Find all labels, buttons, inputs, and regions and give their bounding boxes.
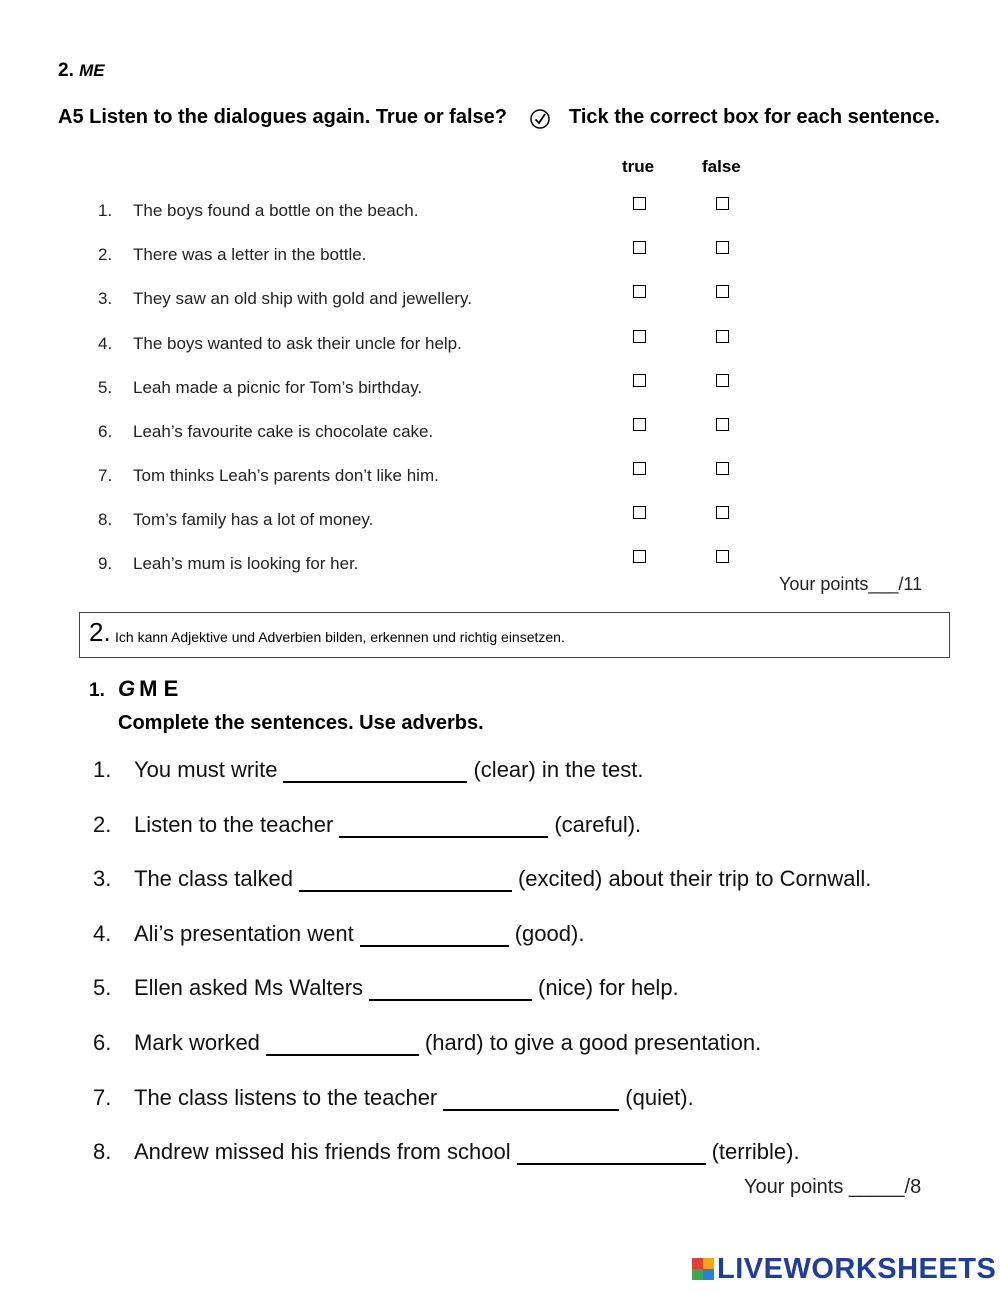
sentence-start: The class talked [134,866,293,891]
item-number: 9. [98,554,113,573]
learning-goal-box [79,612,950,658]
exercise-code [118,676,178,702]
tf-row [0,510,1000,540]
true-checkbox[interactable] [633,418,646,431]
item-number: 2. [98,245,113,264]
sentence-start: Andrew missed his friends from school [134,1139,511,1164]
statement: Leah’s favourite cake is chocolate cake. [133,422,434,441]
exercise-number: 1. [89,680,105,701]
item-number: 1. [93,757,112,782]
sentence-end: (clear) in the test. [473,757,644,782]
tf-row [0,201,1000,231]
sentence-start: Ellen asked Ms Walters [134,975,364,1000]
true-checkbox[interactable] [633,197,646,210]
statement: They saw an old ship with gold and jewellery. [133,289,472,308]
item-number: 1. [98,201,113,220]
tf-row [0,334,1000,364]
statement: The boys wanted to ask their uncle for help. [133,334,462,353]
statement: Tom thinks Leah’s parents don’t like him. [133,466,439,485]
sentence-start: Listen to the teacher [134,812,334,837]
answer-blank[interactable] [266,1032,419,1056]
tf-row [0,245,1000,275]
item-number: 4. [93,921,112,946]
adverb-row [0,812,1000,842]
true-checkbox[interactable] [633,285,646,298]
statement: There was a letter in the bottle. [133,245,367,264]
item-number: 3. [93,866,112,891]
statement: The boys found a bottle on the beach. [133,201,419,220]
adverb-row [0,1030,1000,1060]
goal-text: Ich kann Adjektive und Adverbien bilden, erkennen und richtig einsetzen. [115,629,565,645]
item-number: 5. [93,975,112,1000]
adverb-row [0,975,1000,1005]
tf-row [0,422,1000,452]
liveworksheets-logo [692,1253,996,1285]
tf-row [0,466,1000,496]
statement: Tom’s family has a lot of money. [133,510,374,529]
true-checkbox[interactable] [633,506,646,519]
logo-tile-red [692,1258,703,1269]
true-checkbox[interactable] [633,241,646,254]
item-number: 4. [98,334,113,353]
answer-blank[interactable] [369,977,532,1001]
exercise-code-rest: M E [139,676,179,701]
exercise-code-g: G [118,676,136,701]
item-number: 7. [93,1085,112,1110]
sentence-start: You must write [134,757,278,782]
sentence-end: (nice) for help. [538,975,679,1000]
tf-row [0,289,1000,319]
item-number: 8. [98,510,113,529]
exercise-instruction: Complete the sentences. Use adverbs. [118,712,484,734]
false-checkbox[interactable] [716,418,729,431]
item-number: 8. [93,1139,112,1164]
logo-tile-orange [703,1258,714,1269]
answer-blank[interactable] [517,1141,706,1165]
sentence-end: (quiet). [625,1085,694,1110]
true-checkbox[interactable] [633,462,646,475]
adverb-row [0,1139,1000,1169]
sentence-end: (careful). [554,812,642,837]
true-column-header: true [622,157,655,176]
true-checkbox[interactable] [633,374,646,387]
item-number: 5. [98,378,113,397]
check-circle-icon [529,108,551,130]
statement: Leah’s mum is looking for her. [133,554,359,573]
true-checkbox[interactable] [633,330,646,343]
logo-tile-green [692,1269,703,1280]
exercise-points: Your points _____/8 [744,1176,922,1198]
false-checkbox[interactable] [716,550,729,563]
adverb-row [0,866,1000,896]
false-checkbox[interactable] [716,506,729,519]
adverb-row [0,1085,1000,1115]
false-checkbox[interactable] [716,330,729,343]
logo-tile-blue [703,1269,714,1280]
sentence-end: (terrible). [711,1139,800,1164]
item-number: 3. [98,289,113,308]
answer-blank[interactable] [299,868,512,892]
false-checkbox[interactable] [716,197,729,210]
sentence-end: (hard) to give a good presentation. [424,1030,762,1055]
section-number: 2. ME [58,60,105,81]
false-checkbox[interactable] [716,241,729,254]
goal-number: 2. [89,617,111,647]
statement: Leah made a picnic for Tom’s birthday. [133,378,423,397]
a5-instruction: Tick the correct box for each sentence. [569,106,940,128]
item-number: 7. [98,466,113,485]
false-checkbox[interactable] [716,374,729,387]
tf-row [0,378,1000,408]
answer-blank[interactable] [360,923,509,947]
false-checkbox[interactable] [716,462,729,475]
false-checkbox[interactable] [716,285,729,298]
adverb-row [0,921,1000,951]
a5-title: A5 Listen to the dialogues again. True or false? [58,106,507,128]
item-number: 6. [98,422,113,441]
a5-points: Your points___/11 [779,574,923,594]
answer-blank[interactable] [443,1087,619,1111]
logo-text: LIVEWORKSHEETS [717,1252,997,1285]
answer-blank[interactable] [339,814,548,838]
item-number: 2. [93,812,112,837]
sentence-end: (excited) about their trip to Cornwall. [517,866,872,891]
section-code: ME [79,61,105,80]
true-checkbox[interactable] [633,550,646,563]
adverb-row [0,757,1000,787]
false-column-header: false [702,157,741,176]
sentence-end: (good). [514,921,585,946]
sentence-start: The class listens to the teacher [134,1085,438,1110]
answer-blank[interactable] [283,759,467,783]
sentence-start: Ali’s presentation went [134,921,354,946]
sentence-start: Mark worked [134,1030,260,1055]
logo-mark-icon [692,1258,714,1280]
item-number: 6. [93,1030,112,1055]
